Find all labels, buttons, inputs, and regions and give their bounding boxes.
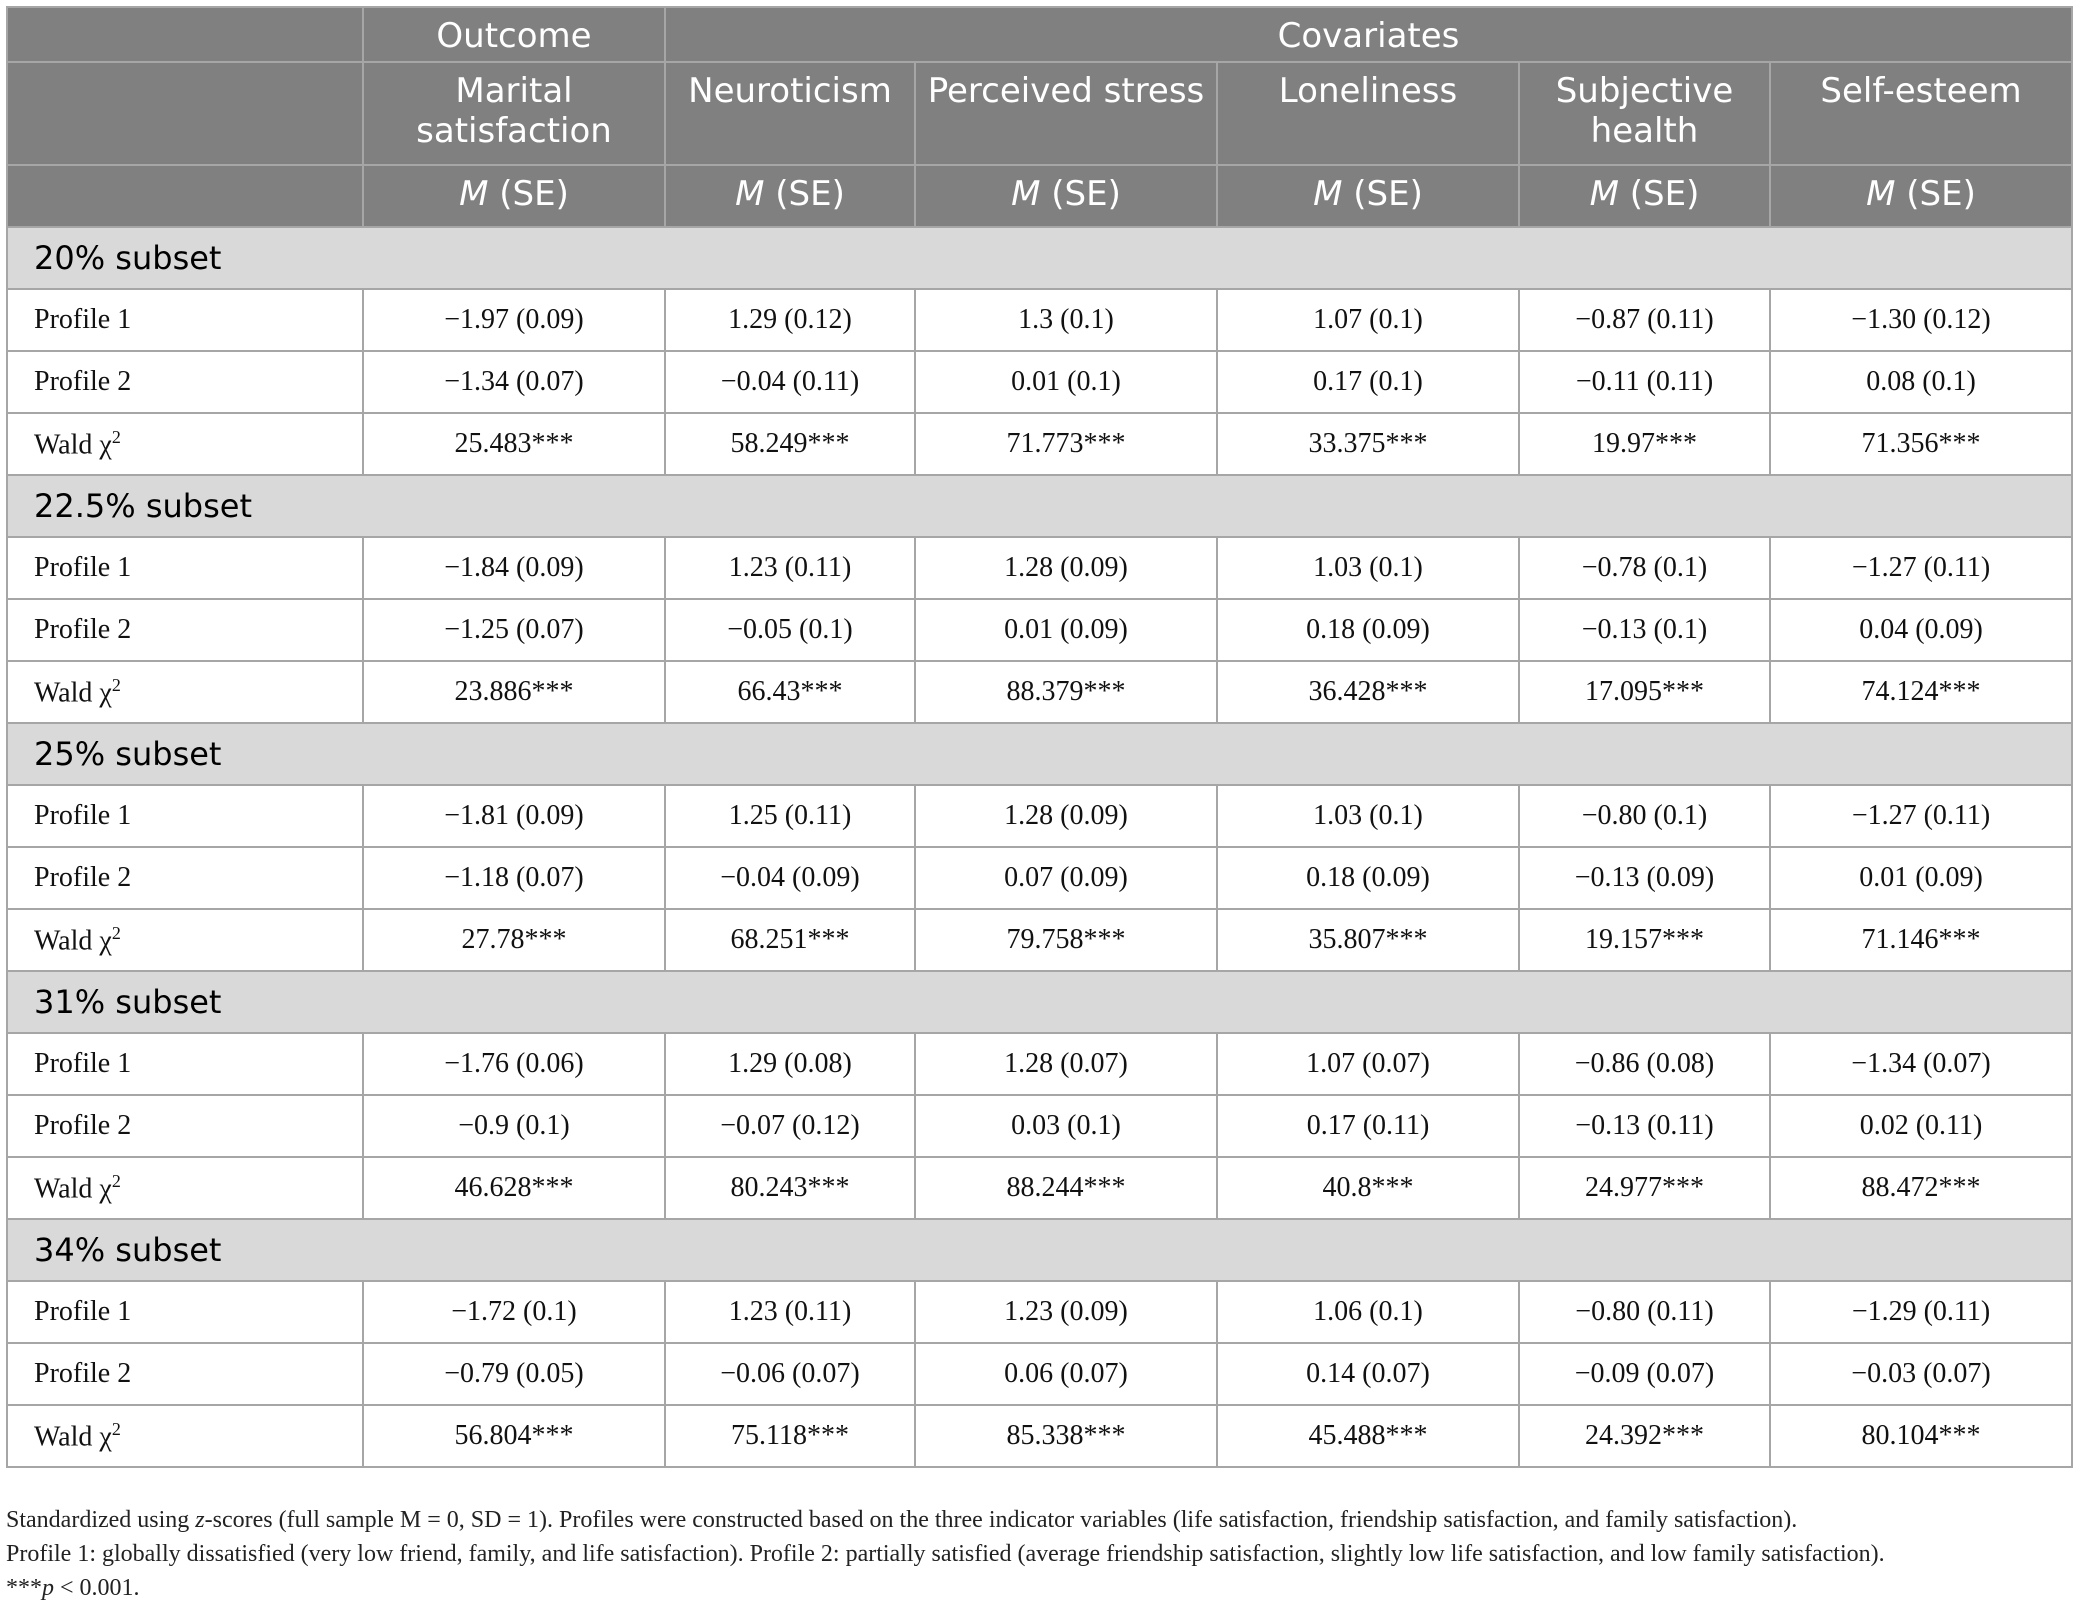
table-cell: 33.375*** xyxy=(1217,413,1519,475)
table-cell: −0.04 (0.11) xyxy=(665,351,915,413)
stat-header-cell: M (SE) xyxy=(1770,165,2072,227)
row-label: Wald $\chi^2$ xyxy=(7,909,363,971)
table-row xyxy=(7,1157,2072,1219)
table-cell: −0.09 (0.07) xyxy=(1519,1343,1770,1405)
table-cell: 17.095*** xyxy=(1519,661,1770,723)
table-cell: 0.06 (0.07) xyxy=(915,1343,1217,1405)
table-cell: 0.01 (0.09) xyxy=(915,599,1217,661)
table-cell: 0.18 (0.09) xyxy=(1217,847,1519,909)
table-row xyxy=(7,413,2072,475)
table-cell: −0.80 (0.11) xyxy=(1519,1281,1770,1343)
table-cell: 1.06 (0.1) xyxy=(1217,1281,1519,1343)
col-perceived-stress: Perceived stress xyxy=(915,62,1217,165)
row-label: Profile 1 xyxy=(7,1033,363,1095)
row-label: Profile 2 xyxy=(7,847,363,909)
results-table xyxy=(6,6,2073,1468)
table-cell: 68.251*** xyxy=(665,909,915,971)
stat-header-cell: M (SE) xyxy=(1217,165,1519,227)
section-title: 25% subset xyxy=(7,723,2072,785)
table-cell: −1.27 (0.11) xyxy=(1770,785,2072,847)
table-row xyxy=(7,1033,2072,1095)
table-cell: 46.628*** xyxy=(363,1157,665,1219)
table-cell: 1.07 (0.07) xyxy=(1217,1033,1519,1095)
table-cell: −1.76 (0.06) xyxy=(363,1033,665,1095)
table-cell: −0.86 (0.08) xyxy=(1519,1033,1770,1095)
col-marital-satisfaction: Marital satisfaction xyxy=(363,62,665,165)
table-row xyxy=(7,1343,2072,1405)
table-cell: 36.428*** xyxy=(1217,661,1519,723)
table-cell: 71.356*** xyxy=(1770,413,2072,475)
table-cell: −0.06 (0.07) xyxy=(665,1343,915,1405)
table-cell: 0.07 (0.09) xyxy=(915,847,1217,909)
stat-header-cell: M (SE) xyxy=(665,165,915,227)
group-covariates: Covariates xyxy=(665,7,2072,62)
table-cell: 25.483*** xyxy=(363,413,665,475)
table-cell: −1.29 (0.11) xyxy=(1770,1281,2072,1343)
table-cell: −0.03 (0.07) xyxy=(1770,1343,2072,1405)
table-cell: 56.804*** xyxy=(363,1405,665,1467)
table-cell: −1.81 (0.09) xyxy=(363,785,665,847)
table-cell: 1.23 (0.11) xyxy=(665,1281,915,1343)
table-cell: 0.04 (0.09) xyxy=(1770,599,2072,661)
col-self-esteem: Self-esteem xyxy=(1770,62,2072,165)
row-label: Wald $\chi^2$ xyxy=(7,661,363,723)
table-notes xyxy=(6,1503,2071,1605)
corner-cell xyxy=(7,62,363,165)
group-outcome: Outcome xyxy=(363,7,665,62)
col-subjective-health: Subjective health xyxy=(1519,62,1770,165)
table-cell: 71.773*** xyxy=(915,413,1217,475)
row-label: Wald $\chi^2$ xyxy=(7,1405,363,1467)
row-label: Profile 2 xyxy=(7,599,363,661)
col-neuroticism: Neuroticism xyxy=(665,62,915,165)
table-cell: 0.18 (0.09) xyxy=(1217,599,1519,661)
table-row xyxy=(7,661,2072,723)
table-body xyxy=(7,227,2072,1467)
table-cell: 19.97*** xyxy=(1519,413,1770,475)
table-cell: 0.08 (0.1) xyxy=(1770,351,2072,413)
section-title: 31% subset xyxy=(7,971,2072,1033)
table-cell: 35.807*** xyxy=(1217,909,1519,971)
table-cell: 58.249*** xyxy=(665,413,915,475)
table-cell: 1.23 (0.11) xyxy=(665,537,915,599)
table-cell: 80.104*** xyxy=(1770,1405,2072,1467)
table-cell: −0.04 (0.09) xyxy=(665,847,915,909)
table-cell: 88.379*** xyxy=(915,661,1217,723)
section-title: 20% subset xyxy=(7,227,2072,289)
table-cell: 0.02 (0.11) xyxy=(1770,1095,2072,1157)
table-cell: 85.338*** xyxy=(915,1405,1217,1467)
row-label: Profile 1 xyxy=(7,785,363,847)
table-cell: −0.11 (0.11) xyxy=(1519,351,1770,413)
note-line-3: ***p < 0.001. xyxy=(6,1575,140,1601)
table-cell: 80.243*** xyxy=(665,1157,915,1219)
table-cell: 66.43*** xyxy=(665,661,915,723)
section-row xyxy=(7,227,2072,289)
table-cell: −0.05 (0.1) xyxy=(665,599,915,661)
table-cell: 0.17 (0.11) xyxy=(1217,1095,1519,1157)
table-cell: 45.488*** xyxy=(1217,1405,1519,1467)
table-cell: 23.886*** xyxy=(363,661,665,723)
table-cell: 24.977*** xyxy=(1519,1157,1770,1219)
row-label: Profile 2 xyxy=(7,351,363,413)
row-label: Wald $\chi^2$ xyxy=(7,1157,363,1219)
table-row xyxy=(7,785,2072,847)
table-cell: 75.118*** xyxy=(665,1405,915,1467)
row-label: Profile 2 xyxy=(7,1343,363,1405)
table-cell: −0.78 (0.1) xyxy=(1519,537,1770,599)
section-row xyxy=(7,475,2072,537)
section-row xyxy=(7,971,2072,1033)
row-label: Profile 1 xyxy=(7,1281,363,1343)
table-cell: 27.78*** xyxy=(363,909,665,971)
table-cell: −0.80 (0.1) xyxy=(1519,785,1770,847)
table-cell: 40.8*** xyxy=(1217,1157,1519,1219)
table-cell: 1.03 (0.1) xyxy=(1217,785,1519,847)
stat-header-cell: M (SE) xyxy=(915,165,1217,227)
table-cell: 24.392*** xyxy=(1519,1405,1770,1467)
table-cell: 88.244*** xyxy=(915,1157,1217,1219)
table-cell: 74.124*** xyxy=(1770,661,2072,723)
table-row xyxy=(7,909,2072,971)
table-cell: −1.72 (0.1) xyxy=(363,1281,665,1343)
table-cell: 1.03 (0.1) xyxy=(1217,537,1519,599)
table-row xyxy=(7,289,2072,351)
group-header-row xyxy=(7,7,2072,62)
table-cell: 0.14 (0.07) xyxy=(1217,1343,1519,1405)
table-cell: −0.13 (0.1) xyxy=(1519,599,1770,661)
variable-header-row xyxy=(7,62,2072,165)
table-row xyxy=(7,351,2072,413)
table-cell: 1.25 (0.11) xyxy=(665,785,915,847)
table-cell: −1.27 (0.11) xyxy=(1770,537,2072,599)
row-label: Profile 2 xyxy=(7,1095,363,1157)
table-cell: 1.23 (0.09) xyxy=(915,1281,1217,1343)
table-row xyxy=(7,599,2072,661)
table-cell: −1.18 (0.07) xyxy=(363,847,665,909)
row-label: Profile 1 xyxy=(7,537,363,599)
table-cell: −0.07 (0.12) xyxy=(665,1095,915,1157)
table-cell: 1.28 (0.09) xyxy=(915,785,1217,847)
corner-cell xyxy=(7,7,363,62)
table-cell: −1.34 (0.07) xyxy=(363,351,665,413)
table-cell: 0.17 (0.1) xyxy=(1217,351,1519,413)
row-label: Wald $\chi^2$ xyxy=(7,413,363,475)
table-cell: 1.3 (0.1) xyxy=(915,289,1217,351)
section-row xyxy=(7,723,2072,785)
table-row xyxy=(7,1281,2072,1343)
table-cell: 1.28 (0.07) xyxy=(915,1033,1217,1095)
table-cell: −1.25 (0.07) xyxy=(363,599,665,661)
table-cell: −0.9 (0.1) xyxy=(363,1095,665,1157)
table-cell: 79.758*** xyxy=(915,909,1217,971)
table-cell: 0.03 (0.1) xyxy=(915,1095,1217,1157)
table-cell: −0.13 (0.11) xyxy=(1519,1095,1770,1157)
table-row xyxy=(7,537,2072,599)
table-cell: 88.472*** xyxy=(1770,1157,2072,1219)
note-line-1: Standardized using z-scores (full sample M = 0, SD = 1). Profiles were constructed based on the three indicator variables (life satisfaction, friendship satisfaction, and family satisfaction). xyxy=(6,1507,1798,1533)
table-cell: 1.07 (0.1) xyxy=(1217,289,1519,351)
table-cell: 1.29 (0.08) xyxy=(665,1033,915,1095)
stat-header-cell: M (SE) xyxy=(1519,165,1770,227)
section-title: 34% subset xyxy=(7,1219,2072,1281)
table-cell: 0.01 (0.1) xyxy=(915,351,1217,413)
table-cell: −0.87 (0.11) xyxy=(1519,289,1770,351)
table-cell: −1.97 (0.09) xyxy=(363,289,665,351)
table-cell: 71.146*** xyxy=(1770,909,2072,971)
table-cell: 1.29 (0.12) xyxy=(665,289,915,351)
col-loneliness: Loneliness xyxy=(1217,62,1519,165)
table-cell: −0.13 (0.09) xyxy=(1519,847,1770,909)
table-cell: −1.30 (0.12) xyxy=(1770,289,2072,351)
table-cell: 1.28 (0.09) xyxy=(915,537,1217,599)
corner-cell xyxy=(7,165,363,227)
table-cell: 19.157*** xyxy=(1519,909,1770,971)
stat-header-row xyxy=(7,165,2072,227)
table-cell: −0.79 (0.05) xyxy=(363,1343,665,1405)
section-row xyxy=(7,1219,2072,1281)
table-row xyxy=(7,1095,2072,1157)
table-row xyxy=(7,847,2072,909)
table-cell: 0.01 (0.09) xyxy=(1770,847,2072,909)
note-line-2: Profile 1: globally dissatisfied (very low friend, family, and life satisfaction). Profile 2: partially satisfied (average friendship satisfaction, slightly low life satisfaction, and low family satisfaction). xyxy=(6,1541,1885,1567)
table-row xyxy=(7,1405,2072,1467)
row-label: Profile 1 xyxy=(7,289,363,351)
table-cell: −1.34 (0.07) xyxy=(1770,1033,2072,1095)
table-cell: −1.84 (0.09) xyxy=(363,537,665,599)
section-title: 22.5% subset xyxy=(7,475,2072,537)
stat-header-cell: M (SE) xyxy=(363,165,665,227)
